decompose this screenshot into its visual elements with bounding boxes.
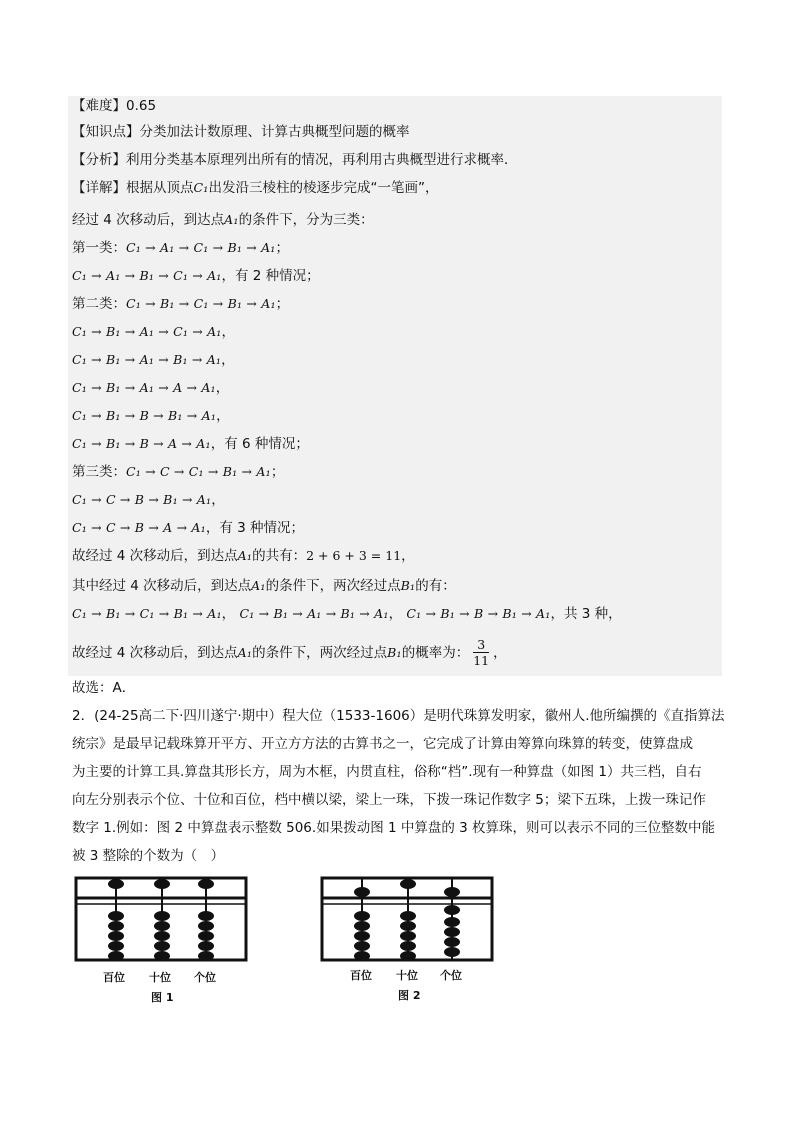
category3-line3 [72,518,304,538]
lower-bead [354,931,370,941]
detail-line [72,178,438,198]
fig2-caption: 图 2 [398,989,421,1002]
lower-bead [444,937,460,947]
condition-line [72,210,374,230]
path: C₁ → B₁ → B → B₁ → A₁ [406,606,551,621]
fig1-label-hundreds: 百位 [103,971,125,984]
category2-line5 [72,406,230,426]
lower-bead [198,931,214,941]
total-line [72,546,415,566]
upper-bead [108,879,124,889]
path: C₁ → B₁ → C₁ → B₁ → A₁ [72,606,222,621]
probability-line [72,638,507,668]
twice-mid: 的条件下，两次经过点 [265,578,401,594]
lower-bead [154,951,170,961]
path: C₁ → B₁ → A₁ → C₁ → A₁ [72,324,222,339]
total-point: A₁ [237,548,253,563]
path-end: ，有 6 种情况； [210,436,309,452]
twice-line [72,576,456,596]
total-end: ， [401,548,415,564]
lower-bead [198,921,214,931]
category2-line3 [72,350,235,370]
abacus-figure-1 [74,876,250,964]
path-end: ， [221,352,235,368]
path-end: ，有 3 种情况； [205,520,305,536]
category2-line4 [72,378,229,398]
category2-line1 [72,294,289,314]
lower-bead [108,941,124,951]
lower-bead [354,911,370,921]
category3-line1 [72,462,284,482]
lower-bead [154,911,170,921]
lower-bead [198,911,214,921]
path-end: ，有 2 种情况； [221,268,320,284]
lower-bead [444,927,460,937]
probability-fraction [473,638,489,668]
lower-bead [354,921,370,931]
detail-point: C₁ [193,180,209,195]
abacus-figure-2 [320,876,496,964]
twice-suffix: 的有： [415,578,456,594]
lower-bead [444,917,460,927]
category1-line2 [72,266,320,286]
path: C₁ → C → C₁ → B₁ → A₁ [126,464,271,479]
condition-point: A₁ [224,212,239,227]
question-line-6: 被 3 整除的个数为（ ） [72,848,225,864]
abacus-2-drawing [320,876,496,964]
fig2-label-ones: 个位 [440,969,462,982]
lower-bead [154,921,170,931]
path-end: ， [215,380,230,396]
lower-bead [108,911,124,921]
question-line-3: 为主要的计算工具.算盘其形长方，周为木框，内贯直柱，俗称“档”.现有一种算盘（如图 1）共三档，自右 [72,764,702,780]
category3-line2 [72,490,225,510]
probability-end: ， [493,645,507,661]
lower-bead [400,911,416,921]
path: C₁ → B₁ → C₁ → B₁ → A₁ [126,296,276,311]
path-end: ，共 3 种， [550,606,622,622]
lower-bead [444,905,460,915]
upper-bead [444,887,460,897]
lower-bead [400,931,416,941]
total-prefix: 故经过 4 次移动后，到达点 [72,548,238,564]
probability-mid: 的条件下，两次经过点 [252,645,388,661]
lower-bead [108,951,124,961]
question-line-5: 数字 1.例如：图 2 中算盘表示整数 506.如果拨动图 1 中算盘的 3 枚算珠，则可以表示不同的三位整数中能 [72,820,716,836]
condition-suffix: 的条件下，分为三类： [238,212,374,228]
path: C₁ → A₁ → B₁ → C₁ → A₁ [72,268,222,283]
path-end: ； [270,464,285,480]
fig1-caption: 图 1 [151,991,174,1004]
lower-bead [108,921,124,931]
upper-bead [354,887,370,897]
path: C₁ → B₁ → A₁ → A → A₁ [72,380,216,395]
twice-point-a1: A₁ [251,578,266,593]
probability-point-a1: A₁ [237,645,253,660]
lower-bead [198,941,214,951]
question-line-1: 2．(24-25高二下·四川遂宁·期中）程大位（1533-1606）是明代珠算发明家，徽州人.他所编撰的《直指算法 [72,708,725,724]
probability-prefix: 故经过 4 次移动后，到达点 [72,645,238,661]
lower-bead [154,941,170,951]
lower-bead [400,941,416,951]
path-separator: ， [388,606,403,622]
fig2-label-hundreds: 百位 [350,969,372,982]
condition-prefix: 经过 4 次移动后，到达点 [72,212,225,228]
lower-bead [400,921,416,931]
lower-bead [444,947,460,957]
path-separator: ， [221,606,236,622]
path: C₁ → A₁ → C₁ → B₁ → A₁ [126,240,276,255]
choice-line: 故选：A． [72,680,136,696]
upper-bead [400,879,416,889]
path: C₁ → C → B → B₁ → A₁ [72,492,212,507]
twice-prefix: 其中经过 4 次移动后，到达点 [72,578,252,594]
total-expression: 2 + 6 + 3 = 11 [306,548,402,563]
lower-bead [198,951,214,961]
probability-point-b1: B₁ [387,645,402,660]
category2-line6 [72,434,309,454]
path-end: ， [211,492,225,508]
category2-label: 第二类： [72,296,126,312]
detail-suffix: 出发沿三棱柱的棱逐步完成“一笔画”， [208,180,439,196]
fig1-label-ones: 个位 [194,971,216,984]
lower-bead [354,951,370,961]
path-end: ， [216,408,230,424]
fraction-numerator: 3 [477,637,486,652]
probability-suffix: 的概率为： [401,645,470,661]
path: C₁ → B₁ → B → A → A₁ [72,436,211,451]
upper-bead [198,879,214,889]
analysis-line: 【分析】利用分类基本原理列出所有的情况，再利用古典概型进行求概率． [72,152,518,168]
path: C₁ → C → B → A → A₁ [72,520,206,535]
lower-bead [354,941,370,951]
path-end: ； [275,296,290,312]
path: C₁ → B₁ → A₁ → B₁ → A₁ [72,352,222,367]
fig1-label-tens: 十位 [149,971,171,984]
twice-paths-line [72,604,622,624]
knowledge-line: 【知识点】分类加法计数原理、计算古典概型问题的概率 [72,124,410,140]
path: C₁ → B₁ → B → B₁ → A₁ [72,408,217,423]
abacus-1-drawing [74,876,250,964]
category1-label: 第一类： [72,240,126,256]
question-line-2: 统宗》是最早记载珠算开平方、开立方方法的古算书之一，它完成了计算由筹算向珠算的转变，使算盘成 [72,736,693,752]
category1-line1 [72,238,289,258]
path-end: ， [221,324,236,340]
category2-line2 [72,322,235,342]
fraction-denominator: 11 [473,653,490,668]
fig2-label-tens: 十位 [396,969,418,982]
lower-bead [108,931,124,941]
path-end: ； [275,240,290,256]
question-line-4: 向左分别表示个位、十位和百位，档中横以梁，梁上一珠，下拨一珠记作数字 5；梁下五珠，上拨一珠记作 [72,792,706,808]
detail-prefix: 【详解】根据从顶点 [72,180,194,196]
twice-point-b1: B₁ [400,578,416,593]
lower-bead [154,931,170,941]
difficulty-line: 【难度】0.65 [72,98,157,114]
lower-bead [400,951,416,961]
upper-bead [154,879,170,889]
category3-label: 第三类： [72,464,126,480]
path: C₁ → B₁ → A₁ → B₁ → A₁ [239,606,389,621]
total-mid: 的共有： [252,548,307,564]
